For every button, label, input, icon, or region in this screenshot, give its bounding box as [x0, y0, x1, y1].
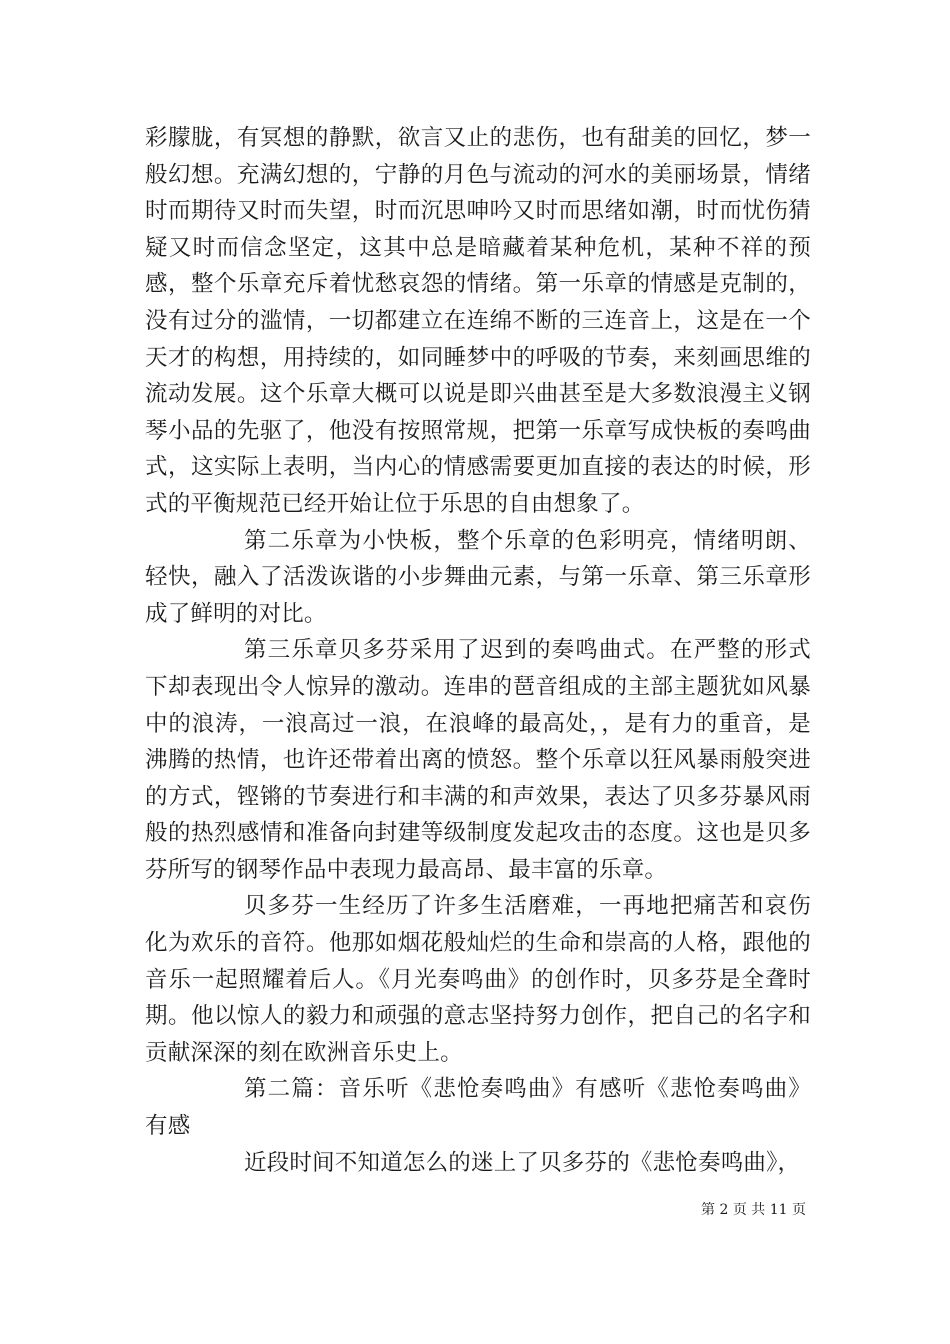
document-body [145, 120, 811, 1181]
section-heading-second-essay: 第二篇：音乐听《悲怆奏鸣曲》有感听《悲怆奏鸣曲》有感 [145, 1076, 811, 1140]
paragraph-moonlight-first-movement: 彩朦胧，有冥想的静默，欲言又止的悲伤，也有甜美的回忆，梦一般幻想。充满幻想的，宁静的月色与流动的河水的美丽场景，情绪时而期待又时而失望，时而沉思呻吟又时而思绪如潮，时而忧伤猜疑又时而信念坚定，这其中总是暗藏着某种危机，某种不祥的预感，整个乐章充斥着忧愁哀怨的情绪。第一乐章的情感是克制的，没有过分的滥情，一切都建立在连绵不断的三连音上，这是在一个天才的构想，用持续的，如同睡梦中的呼吸的节奏，来刻画思维的流动发展。这个乐章大概可以说是即兴曲甚至是大多数浪漫主义钢琴小品的先驱了，他没有按照常规，把第一乐章写成快板的奏鸣曲式，这实际上表明，当内心的情感需要更加直接的表达的时候，形式的平衡规范已经开始让位于乐思的自由想象了。 [145, 125, 811, 517]
page-number-footer: 第 2 页 共 11 页 [701, 1202, 806, 1218]
paragraph-second-movement: 第二乐章为小快板，整个乐章的色彩明亮，情绪明朗、轻快，融入了活泼诙谐的小步舞曲元素，与第一乐章、第三乐章形成了鲜明的对比。 [145, 527, 811, 627]
paragraph-beethoven-life: 贝多芬一生经历了许多生活磨难，一再地把痛苦和哀伤化为欢乐的音符。他那如烟花般灿烂的生命和崇高的人格，跟他的音乐一起照耀着后人。《月光奏鸣曲》的创作时，贝多芬是全聋时期。他以惊人的毅力和顽强的意志坚持努力创作，把自己的名字和贡献深深的刻在欧洲音乐史上。 [145, 893, 811, 1066]
paragraph-pathetique-intro: 近段时间不知道怎么的迷上了贝多芬的《悲怆奏鸣曲》， [244, 1149, 801, 1176]
paragraph-third-movement: 第三乐章贝多芬采用了迟到的奏鸣曲式。在严整的形式下却表现出令人惊异的激动。连串的琶音组成的主部主题犹如风暴中的浪涛，一浪高过一浪，在浪峰的最高处，，是有力的重音，是沸腾的热情，也许还带着出离的愤怒。整个乐章以狂风暴雨般突进的方式，铿锵的节奏进行和丰满的和声效果，表达了贝多芬暴风雨般的热烈感情和准备向封建等级制度发起攻击的态度。这也是贝多芬所写的钢琴作品中表现力最高昂、最丰富的乐章。 [145, 637, 811, 883]
